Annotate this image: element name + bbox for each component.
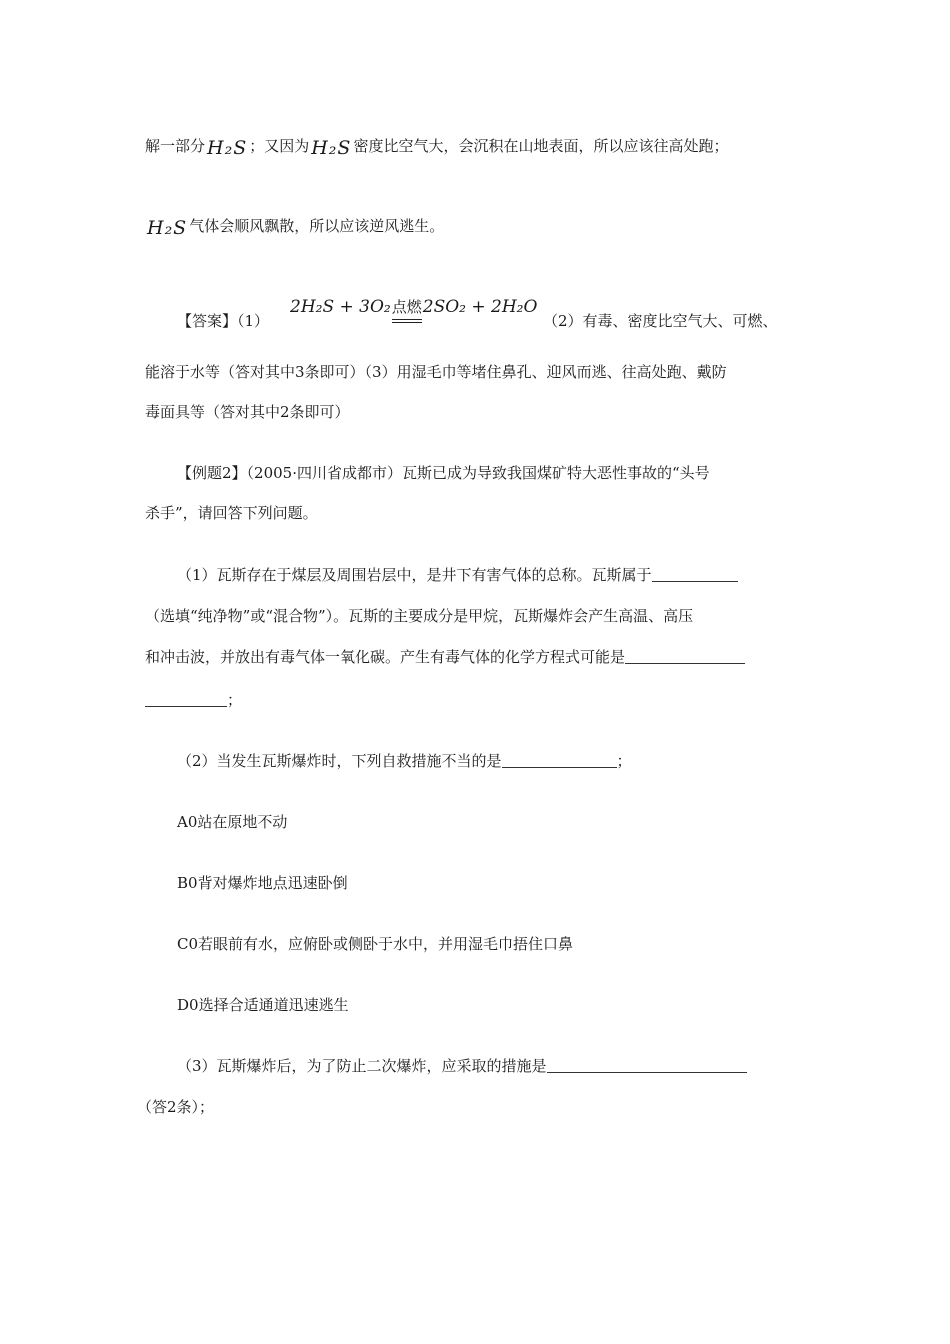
answer-line3: 毒面具等（答对其中2条即可） [145,403,350,421]
answer-label: 【答案】（1） [177,312,270,330]
q3-line1 [177,1056,747,1076]
text: 密度比空气大，会沉积在山地表面，所以应该往高处跑； [353,137,729,155]
q1-line1 [177,565,738,585]
text: （1）瓦斯存在于煤层及周围岩层中，是井下有害气体的总称。瓦斯属于 [177,566,652,584]
answer-blank[interactable] [145,692,227,707]
text: 解一部分 [145,137,206,155]
equation-condition: 点燃 [391,298,422,316]
option-b: B0背对爆炸地点迅速卧倒 [177,874,348,892]
option-c: C0若眼前有水，应俯卧或侧卧于水中，并用湿毛巾捂住口鼻 [177,935,574,953]
answer-blank[interactable] [625,649,745,664]
answer-blank[interactable] [502,753,617,768]
text-line [145,216,444,238]
equation-left: 2H₂S + 3O₂ [290,297,391,317]
q1-line4 [145,690,242,710]
q1-line3 [145,647,745,667]
text: ； [227,691,243,709]
formula-h2s: H₂S [311,137,352,159]
answer-blank[interactable] [547,1058,747,1073]
q2-line1 [177,751,632,771]
text: （2）当发生瓦斯爆炸时，下列自救措施不当的是 [177,752,502,770]
answer-line2: 能溶于水等（答对其中3条即可）（3）用湿毛巾等堵住鼻孔、迎风而逃、往高处跑、戴防 [145,363,727,381]
q1-line2: （选填“纯净物”或“混合物”）。瓦斯的主要成分是甲烷，瓦斯爆炸会产生高温、高压 [145,607,694,625]
text: ；又因为 [249,137,310,155]
example-line2: 杀手”，请回答下列问题。 [145,504,318,522]
option-d: D0选择合适通道迅速逃生 [177,996,349,1014]
option-a: A0站在原地不动 [177,813,288,831]
equation-right: 2SO₂ + 2H₂O [422,297,538,317]
chemical-equation [290,296,537,317]
answer-blank[interactable] [652,567,738,582]
text: （3）瓦斯爆炸后，为了防止二次爆炸，应采取的措施是 [177,1057,547,1075]
text: 和冲击波，并放出有毒气体一氧化碳。产生有毒气体的化学方程式可能是 [145,648,626,666]
answer-part2: （2）有毒、密度比空气大、可燃、 [543,312,778,330]
text: 气体会顺风飘散，所以应该逆风逃生。 [189,217,445,235]
formula-h2s: H₂S [207,137,248,159]
q3-line2: （答2条）； [137,1098,215,1116]
text-line [145,136,728,158]
text: ； [616,752,632,770]
example-line1: 【例题2】（2005·四川省成都市）瓦斯已成为导致我国煤矿特大恶性事故的“头号 [177,464,710,482]
formula-h2s: H₂S [147,217,188,239]
